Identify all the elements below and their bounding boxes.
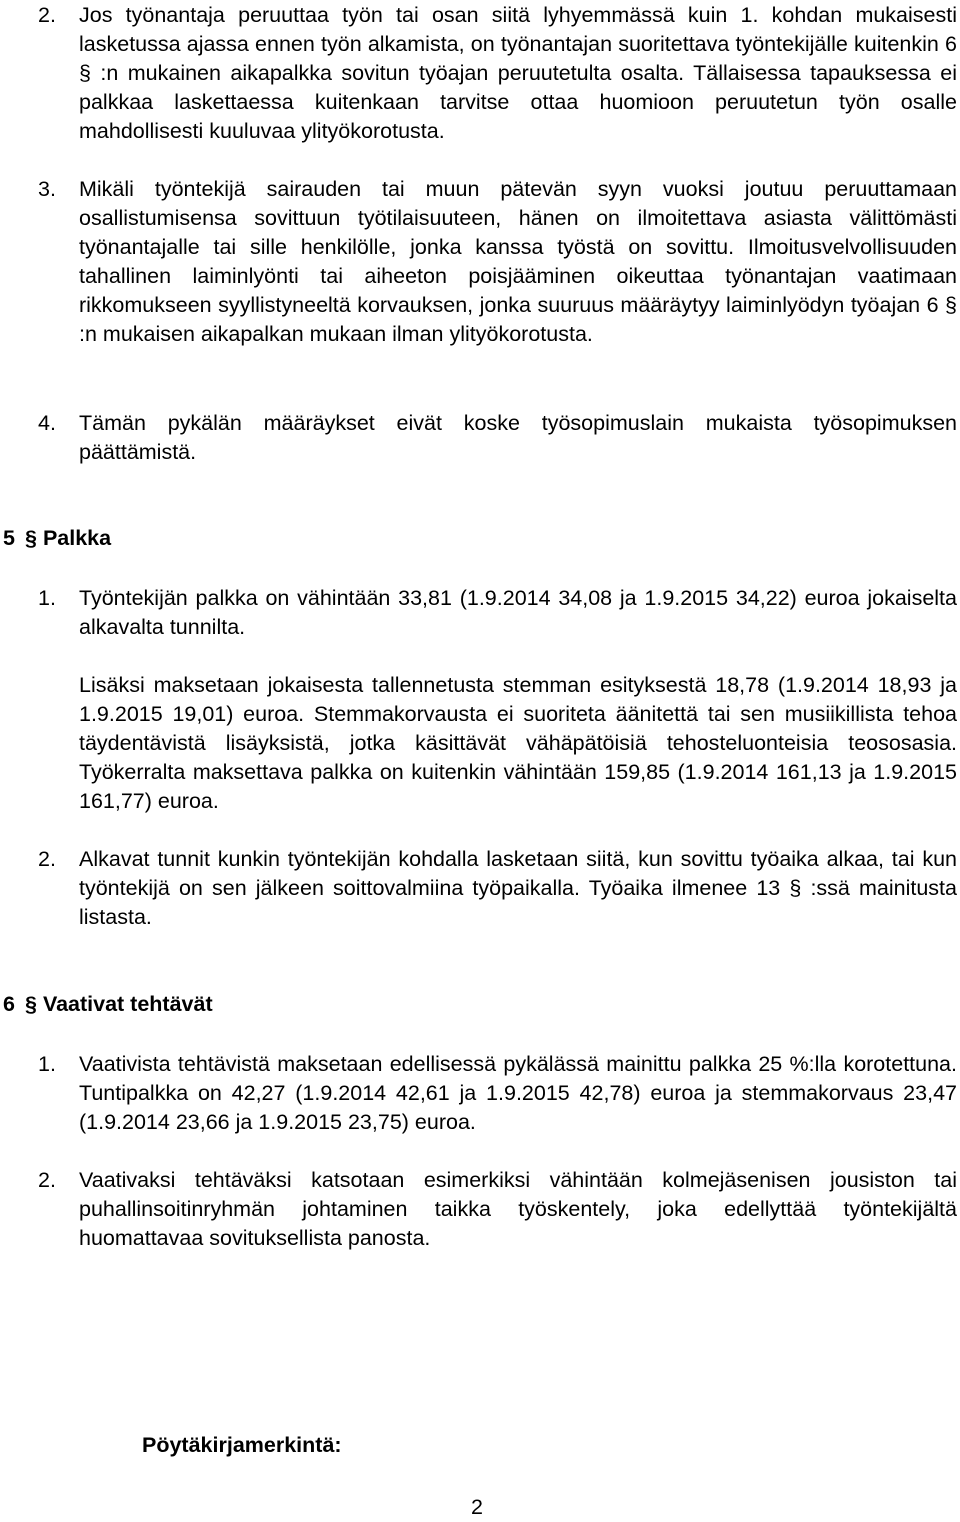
item-text: Alkavat tunnit kunkin työntekijän kohdalla lasketaan siitä, kun sovittu työaika alkaa, tai kun työntekijä on sen jälkeen soittovalmiina työpaikalla. Työaika ilmenee 13 § :ssä mainitusta listasta. bbox=[79, 847, 957, 929]
item-text: Mikäli työntekijä sairauden tai muun pätevän syyn vuoksi joutuu peruuttamaan osallistumisensa sovittuun työtilaisuuteen, hänen on ilmoitettava asiasta välittömästi työnantajalle tai sille henkilölle, jonka kanssa työstä on sovittu. Ilmoitusvelvollisuuden tahallinen laiminlyönti tai aiheeton poisjääminen oikeuttaa työnantajan vaatimaan rikkomukseen syyllistyneeltä korvauksen, jonka suuruus määräytyy laiminlyödyn työajan 6 § :n mukaisen aikapalkan mukaan ilman ylityökorotusta. bbox=[79, 177, 957, 346]
item-number: 1. bbox=[38, 1052, 56, 1076]
item-number: 2. bbox=[38, 847, 56, 871]
list-item bbox=[0, 175, 960, 349]
section-heading-vaativat-tehtavat: 6 § Vaativat tehtävät bbox=[3, 992, 213, 1016]
item-text: Tämän pykälän määräykset eivät koske työsopimuslain mukaista työsopimuksen päättämistä. bbox=[79, 411, 957, 464]
list-item bbox=[0, 1, 960, 146]
section-heading-palkka: 5 § Palkka bbox=[3, 526, 112, 550]
section-symbol: § bbox=[24, 992, 37, 1016]
list-item bbox=[0, 409, 960, 467]
item-text: Lisäksi maksetaan jokaisesta tallennetusta stemman esityksestä 18,78 (1.9.2014 18,93 ja 1.9.2015 19,01) euroa. Stemmakorvausta ei suoriteta äänitettä tai sen musiikillista tehoa täydentävistä lisäyksistä, jotka käsittävät vähäpätöisiä tehosteluonteisia teososasia. Työkerralta maksettava palkka on kuitenkin vähintään 159,85 (1.9.2014 161,13 ja 1.9.2015 161,77) euroa. bbox=[79, 673, 957, 813]
section-title: Vaativat tehtävät bbox=[42, 992, 213, 1016]
item-number: 3. bbox=[38, 177, 56, 201]
item-text: Vaativaksi tehtäväksi katsotaan esimerkiksi vähintään kolmejäsenisen jousiston tai puhallinsoitinryhmän johtaminen taikka työskentely, joka edellyttää työntekijältä huomattavaa sovituksellista panosta. bbox=[79, 1168, 957, 1250]
item-number: 2. bbox=[38, 3, 56, 27]
item-text: Vaativista tehtävistä maksetaan edellisessä pykälässä mainittu palkka 25 %:lla korotettuna. Tuntipalkka on 42,27 (1.9.2014 42,61 ja 1.9.2015 42,78) euroa ja stemmakorvaus 23,47 (1.9.2014 23,66 ja 1.9.2015 23,75) euroa. bbox=[79, 1052, 957, 1134]
list-item bbox=[0, 1166, 960, 1253]
item-text: Jos työnantaja peruuttaa työn tai osan siitä lyhyemmässä kuin 1. kohdan mukaisesti lasketussa ajassa ennen työn alkamista, on työnantajan suoritettava työntekijälle kuitenkin 6 § :n mukainen aikapalkka sovitun työajan peruutetulta osalta. Tällaisessa tapauksessa ei palkkaa laskettaessa kuitenkaan tarvitse ottaa huomioon peruutetun työn osalle mahdollisesti kuuluvaa ylityökorotusta. bbox=[79, 3, 957, 143]
item-number: 4. bbox=[38, 411, 56, 435]
list-item bbox=[0, 1050, 960, 1137]
list-item-continuation bbox=[0, 671, 960, 816]
item-number: 1. bbox=[38, 586, 56, 610]
list-item bbox=[0, 845, 960, 932]
item-text: Työntekijän palkka on vähintään 33,81 (1.9.2014 34,08 ja 1.9.2015 34,22) euroa jokaiselta alkavalta tunnilta. bbox=[79, 586, 957, 639]
list-item bbox=[0, 584, 960, 642]
page-number: 2 bbox=[471, 1495, 483, 1519]
section-title: Palkka bbox=[42, 526, 112, 550]
item-number: 2. bbox=[38, 1168, 56, 1192]
protocol-note-label: Pöytäkirjamerkintä: bbox=[142, 1433, 342, 1457]
section-symbol: § bbox=[24, 526, 37, 550]
